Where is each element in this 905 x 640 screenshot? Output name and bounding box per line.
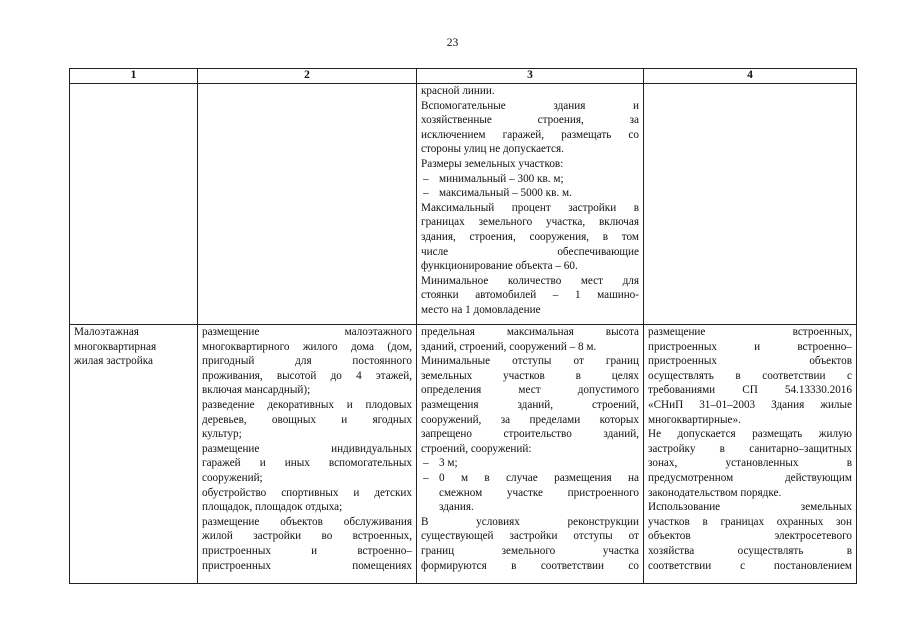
cell-empty (644, 84, 857, 325)
text-line: строений, сооружений: (421, 442, 532, 455)
text-line: хозяйства осуществлять в (648, 544, 852, 557)
table-row (70, 84, 857, 325)
table-row (70, 325, 857, 584)
text-line: проживания, высотой до 4 этажей, (202, 369, 412, 382)
header-col-2: 2 (198, 69, 417, 84)
text-line: размещения зданий, строений, (421, 398, 639, 411)
text-line: красной линии. (421, 85, 495, 97)
text-line: зданий, строений, сооружений – 8 м. (421, 340, 597, 353)
text-line: жилой застройки во встроенных, (202, 530, 412, 543)
text-line: стороны улиц не допускается. (421, 143, 564, 156)
text-line: Вспомогательные здания и (421, 99, 639, 112)
header-row (70, 69, 857, 84)
text-line: формируются в соответствии со (421, 559, 639, 572)
cell-params (417, 84, 644, 325)
cell-empty (198, 84, 417, 325)
zoning-table (69, 68, 857, 584)
text-line: место на 1 домовладение (421, 303, 541, 316)
page-number: 23 (446, 37, 459, 49)
cell-restrictions (644, 325, 857, 584)
text-line: объектов электросетевого (648, 530, 852, 543)
text-line: предельная максимальная высота (421, 326, 639, 338)
text-line: предусмотренном действующим (648, 471, 852, 484)
text-line: пригодный для постоянного (202, 355, 412, 368)
text-line: размещение малоэтажного (202, 326, 412, 338)
text-line: определения мест допустимого (421, 384, 639, 397)
text-line: культур; (202, 428, 242, 441)
cell-empty (70, 84, 198, 325)
text-line: стоянки автомобилей – 1 машино- (421, 289, 639, 302)
text-line: пристроенных и встроенно– (648, 340, 852, 353)
text-line: границ земельного участка (421, 544, 639, 557)
text-line: здания. (439, 501, 474, 514)
text-line: деревьев, овощных и ягодных (202, 413, 412, 426)
header-col-1: 1 (70, 69, 198, 84)
cell-use-type (70, 325, 198, 584)
text-line: функционирование объекта – 60. (421, 260, 578, 273)
text-line: исключением гаражей, размещать со (421, 128, 639, 141)
text-line: границах земельного участка, включая (421, 216, 639, 229)
text-line: участков в границах охранных зон (648, 515, 852, 528)
text-line: разведение декоративных и плодовых (202, 398, 412, 411)
text-line: осуществлять в соответствии с (648, 369, 852, 382)
text-line: законодательством порядке. (648, 486, 782, 499)
text-line: пристроенных объектов (648, 355, 852, 368)
text-line: – 3 м; (421, 456, 639, 471)
text-line: размещение индивидуальных (202, 442, 412, 455)
cell-permitted-uses (198, 325, 417, 584)
text-line: Использование земельных (648, 501, 852, 514)
text-line: Минимальное количество мест для (421, 274, 639, 287)
text-line: площадок, площадок отдыха; (202, 501, 343, 514)
text-line: многоквартирная (74, 340, 157, 353)
header-col-3: 3 (417, 69, 644, 84)
text-line: включая мансардный); (202, 384, 311, 397)
text-line: многоквартирного жилого дома (дом, (202, 340, 412, 353)
text-line: Малоэтажная (74, 326, 139, 338)
text-line: Размеры земельных участков: (421, 157, 564, 170)
text-line: существующей застройки отступы от (421, 530, 639, 543)
text-line: «СНиП 31–01–2003 Здания жилые (648, 398, 852, 411)
text-line: Максимальный процент застройки в (421, 201, 639, 214)
text-line: Минимальные отступы от границ (421, 355, 639, 368)
text-line: жилая застройка (74, 355, 153, 368)
text-line: соответствии с постановлением (648, 559, 852, 572)
text-line: гаражей и иных вспомогательных (202, 457, 412, 470)
text-line: смежном участке пристроенного (439, 486, 639, 499)
text-line: здания, строения, сооружения, в том (421, 230, 639, 243)
text-line: хозяйственные строения, за (421, 114, 639, 127)
text-line: запрещено строительство зданий, (421, 428, 639, 441)
text-line: В условиях реконструкции (421, 515, 639, 528)
text-line: земельных участков в целях (421, 369, 639, 382)
text-line: сооружений; (202, 471, 263, 484)
text-line: размещение объектов обслуживания (202, 515, 412, 528)
text-line: пристроенных и встроенно– (202, 544, 412, 557)
text-line: – минимальный – 300 кв. м; (421, 172, 639, 187)
cell-params (417, 325, 644, 584)
text-line: требованиями СП 54.13330.2016 (648, 384, 852, 397)
text-line: – 0 м в случае размещения на (421, 471, 639, 486)
text-line: многоквартирные». (648, 413, 741, 426)
text-line: сооружений, за пределами которых (421, 413, 639, 426)
header-col-4: 4 (644, 69, 857, 84)
text-line: зонах, установленных в (648, 457, 852, 470)
text-line: числе обеспечивающие (421, 245, 639, 258)
text-line: пристроенных помещениях (202, 559, 412, 572)
text-line: – максимальный – 5000 кв. м. (421, 186, 639, 201)
text-line: Не допускается размещать жилую (648, 428, 852, 441)
text-line: размещение встроенных, (648, 326, 852, 338)
text-line: застройку в санитарно–защитных (648, 442, 852, 455)
text-line: обустройство спортивных и детских (202, 486, 412, 499)
